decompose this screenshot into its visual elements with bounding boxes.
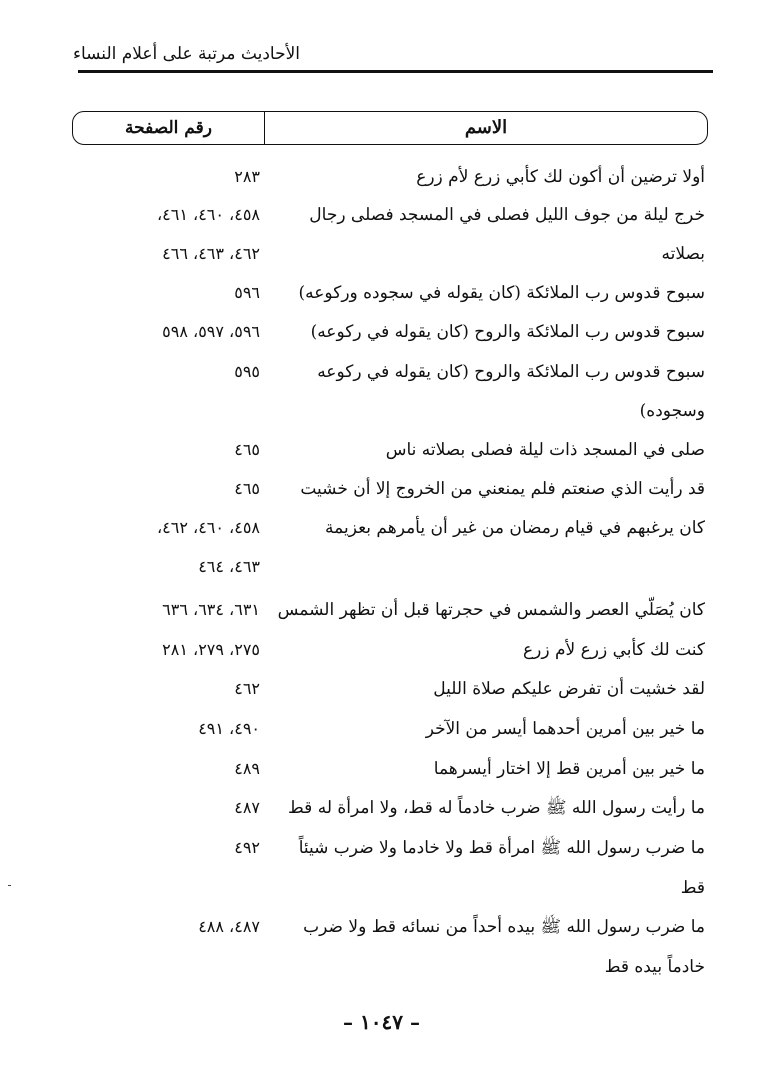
running-title: الأحاديث مرتبة على أعلام النساء xyxy=(72,44,300,64)
header-rule xyxy=(78,70,713,73)
page-refs: ٥٩٦ xyxy=(234,283,260,302)
page-refs: ٤٦٢ xyxy=(234,679,260,698)
column-header-page: رقم الصفحة xyxy=(125,118,212,138)
hadith-text: خرج ليلة من جوف الليل فصلى في المسجد فصلى رجال xyxy=(309,205,705,225)
hadith-text: خادماً بيده قط xyxy=(604,957,705,977)
hadith-text: بصلاته xyxy=(661,244,705,264)
page-refs: ٥٩٦، ٥٩٧، ٥٩٨ xyxy=(162,322,260,341)
page-refs: ٤٦٥ xyxy=(234,479,260,498)
scan-mark xyxy=(8,885,11,886)
page-number: – ١٠٤٧ – xyxy=(343,1010,420,1034)
page-refs: ٤٨٧، ٤٨٨ xyxy=(198,917,260,936)
hadith-text: لقد خشيت أن تفرض عليكم صلاة الليل xyxy=(433,679,705,699)
hadith-text: ما رأيت رسول الله ﷺ ضرب خادماً له قط، ولا امرأة له قط xyxy=(288,798,705,818)
page-refs: ٤٦٥ xyxy=(234,440,260,459)
hadith-text: قد رأيت الذي صنعتم فلم يمنعني من الخروج إلا أن خشيت xyxy=(300,479,705,499)
page-refs: ٤٨٩ xyxy=(234,759,260,778)
column-header-name: الاسم xyxy=(264,112,707,144)
page-refs: ٤٩٢ xyxy=(234,838,260,857)
hadith-text: ما ضرب رسول الله ﷺ امرأة قط ولا خادما ولا ضرب شيئاً xyxy=(298,838,705,858)
page-refs: ٦٣١، ٦٣٤، ٦٣٦ xyxy=(162,600,260,619)
hadith-text: ما ضرب رسول الله ﷺ بيده أحداً من نسائه قط ولا ضرب xyxy=(303,917,705,937)
hadith-text: ما خير بين أمرين أحدهما أيسر من الآخر xyxy=(425,719,705,739)
page-refs: ٢٨٣ xyxy=(234,167,260,186)
hadith-text: سبوح قدوس رب الملائكة (كان يقوله في سجوده وركوعه) xyxy=(298,283,705,303)
table-header xyxy=(72,111,708,145)
hadith-text: وسجوده) xyxy=(639,401,705,421)
hadith-text: كان يُصَلّي العصر والشمس في حجرتها قبل أن تظهر الشمس xyxy=(277,600,705,620)
page-refs: ٤٥٨، ٤٦٠، ٤٦٢، xyxy=(156,518,260,537)
page-refs: ٤٦٢، ٤٦٣، ٤٦٦ xyxy=(162,244,260,263)
hadith-text: ما خير بين أمرين قط إلا اختار أيسرهما xyxy=(433,759,705,779)
hadith-text: صلى في المسجد ذات ليلة فصلى بصلاته ناس xyxy=(385,440,705,460)
page-refs: ٤٩٠، ٤٩١ xyxy=(198,719,260,738)
page-refs: ٤٥٨، ٤٦٠، ٤٦١، xyxy=(156,205,260,224)
hadith-text: أولا ترضين أن أكون لك كأبي زرع لأم زرع xyxy=(416,167,705,187)
page-refs: ٥٩٥ xyxy=(234,362,260,381)
page-refs: ٤٦٣، ٤٦٤ xyxy=(198,557,260,576)
hadith-text: كان يرغبهم في قيام رمضان من غير أن يأمرهم بعزيمة xyxy=(325,518,705,538)
page-refs: ٤٨٧ xyxy=(234,798,260,817)
hadith-text: كنت لك كأبي زرع لأم زرع xyxy=(523,640,705,660)
hadith-text: سبوح قدوس رب الملائكة والروح (كان يقوله في ركوعه) xyxy=(310,322,705,342)
hadith-text: قط xyxy=(680,878,705,898)
page-refs: ٢٧٥، ٢٧٩، ٢٨١ xyxy=(162,640,260,659)
hadith-text: سبوح قدوس رب الملائكة والروح (كان يقوله في ركوعه xyxy=(317,362,705,382)
